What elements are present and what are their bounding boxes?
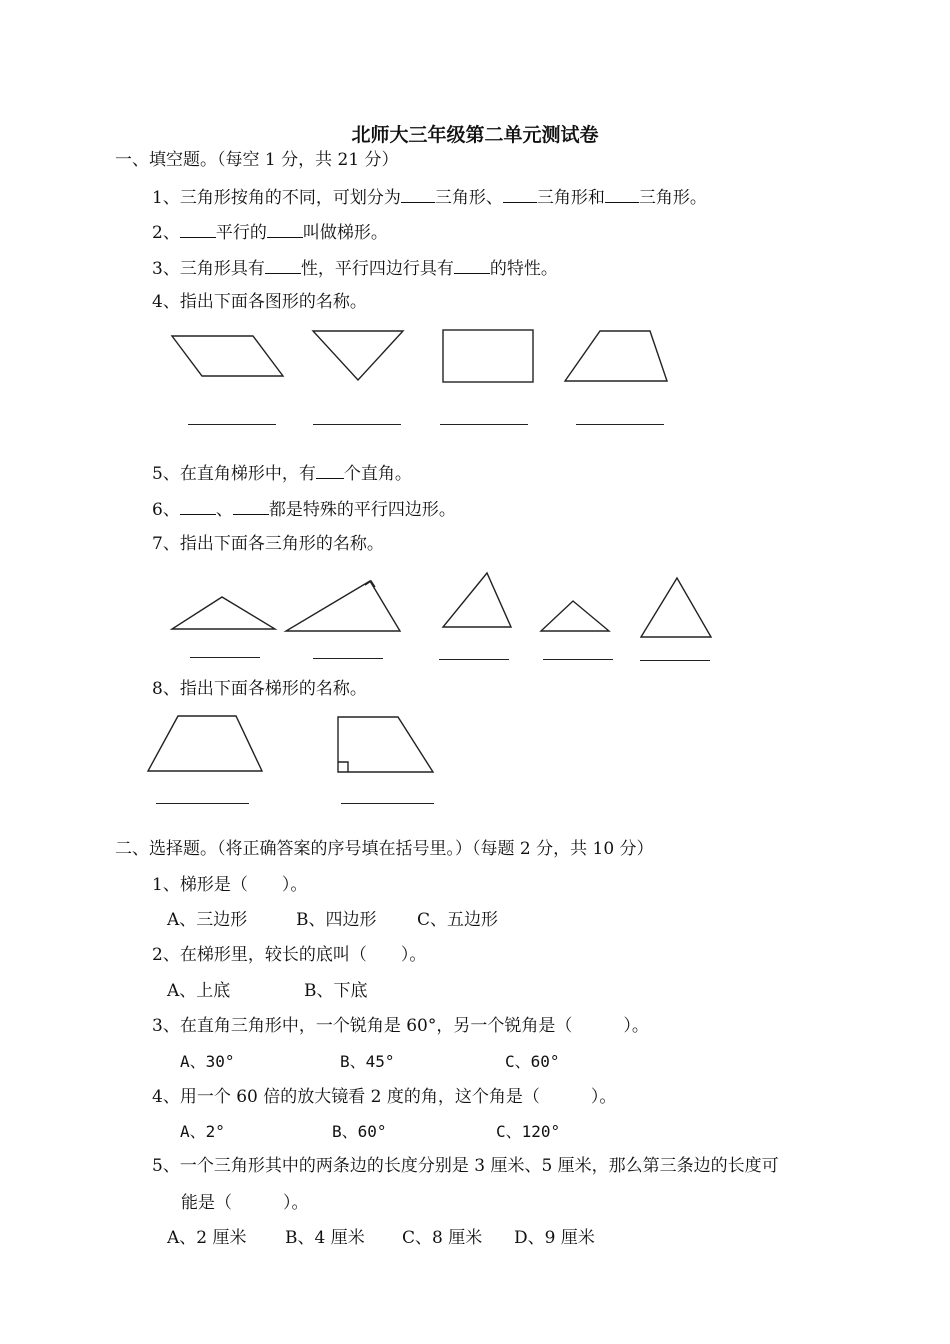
- answer-line[interactable]: [190, 657, 260, 658]
- small-triangle-figure: [541, 601, 609, 631]
- option-2-2-a[interactable]: A、上底: [167, 981, 231, 1001]
- q1-text-a: 1、三角形按角的不同，可划分为: [152, 188, 401, 208]
- answer-line[interactable]: [188, 424, 276, 425]
- option-2-4-a[interactable]: A、2°: [180, 1122, 225, 1141]
- q3-text-c: 的特性。: [489, 259, 558, 279]
- q6-text-a: 6、: [152, 500, 180, 520]
- answer-line[interactable]: [439, 659, 509, 660]
- inverted-triangle-figure: [313, 331, 403, 380]
- answer-line[interactable]: [440, 424, 528, 425]
- right-triangle-figure: [286, 581, 400, 631]
- option-2-3-b[interactable]: B、45°: [340, 1052, 395, 1071]
- option-2-3-a[interactable]: A、30°: [180, 1052, 235, 1071]
- acute-triangle-figure: [443, 573, 511, 627]
- q3-text-a: 3、三角形具有: [152, 259, 265, 279]
- question-2-3: 3、在直角三角形中，一个锐角是 60°，另一个锐角是（ ）。: [152, 1016, 649, 1036]
- equilateral-triangle-figure: [641, 578, 711, 637]
- q1-text-d: 三角形。: [638, 188, 707, 208]
- q6-text-c: 都是特殊的平行四边形。: [268, 500, 456, 520]
- question-1-8: 8、指出下面各梯形的名称。: [152, 679, 367, 699]
- question-1-4: 4、指出下面各图形的名称。: [152, 292, 367, 312]
- trapezoid-figure: [565, 331, 667, 381]
- option-2-1-a[interactable]: A、三边形: [167, 910, 248, 930]
- question-2-5-cont: 能是（ ）。: [181, 1193, 309, 1213]
- answer-line[interactable]: [341, 803, 434, 804]
- option-2-5-b[interactable]: B、4 厘米: [285, 1228, 365, 1248]
- q1-text-b: 三角形、: [434, 188, 503, 208]
- question-2-1: 1、梯形是（ ）。: [152, 875, 308, 895]
- question-2-4: 4、用一个 60 倍的放大镜看 2 度的角，这个角是（ ）。: [152, 1087, 617, 1107]
- answer-line[interactable]: [576, 424, 664, 425]
- section2-heading: 二、选择题。（将正确答案的序号填在括号里。）（每题 2 分，共 10 分）: [115, 839, 654, 859]
- right-trapezoid-figure: [338, 717, 433, 772]
- parallelogram-figure: [172, 336, 283, 376]
- option-2-1-b[interactable]: B、四边形: [296, 910, 377, 930]
- q2-text-c: 叫做梯形。: [302, 223, 388, 243]
- option-2-3-c[interactable]: C、60°: [505, 1052, 560, 1071]
- page-title: 北师大三年级第二单元测试卷: [351, 124, 599, 146]
- option-2-4-b[interactable]: B、60°: [332, 1122, 387, 1141]
- answer-line[interactable]: [156, 803, 249, 804]
- q3-text-b: 性，平行四边行具有: [300, 259, 454, 279]
- question-2-2: 2、在梯形里，较长的底叫（ ）。: [152, 945, 427, 965]
- option-2-2-b[interactable]: B、下底: [304, 981, 368, 1001]
- option-2-4-c[interactable]: C、120°: [496, 1122, 561, 1141]
- q2-text-a: 2、: [152, 223, 180, 243]
- obtuse-triangle-figure: [172, 597, 275, 629]
- q5-text-a: 5、在直角梯形中，有: [152, 464, 316, 484]
- section1-heading: 一、填空题。（每空 1 分，共 21 分）: [115, 150, 399, 170]
- q5-text-b: 个直角。: [343, 464, 412, 484]
- q6-text-b: 、: [215, 500, 233, 520]
- question-1-7: 7、指出下面各三角形的名称。: [152, 534, 384, 554]
- rectangle-figure: [443, 330, 533, 382]
- option-2-1-c[interactable]: C、五边形: [417, 910, 499, 930]
- answer-line[interactable]: [313, 424, 401, 425]
- answer-line[interactable]: [543, 659, 613, 660]
- q2-text-b: 平行的: [215, 223, 267, 243]
- answer-line[interactable]: [313, 658, 383, 659]
- right-angle-mark-icon: [338, 762, 348, 772]
- q1-text-c: 三角形和: [536, 188, 605, 208]
- question-2-5: 5、一个三角形其中的两条边的长度分别是 3 厘米、5 厘米，那么第三条边的长度可: [152, 1156, 779, 1176]
- option-2-5-c[interactable]: C、8 厘米: [402, 1228, 483, 1248]
- option-2-5-a[interactable]: A、2 厘米: [167, 1228, 247, 1248]
- isosceles-trapezoid-figure: [148, 716, 262, 771]
- option-2-5-d[interactable]: D、9 厘米: [514, 1228, 595, 1248]
- answer-line[interactable]: [640, 660, 710, 661]
